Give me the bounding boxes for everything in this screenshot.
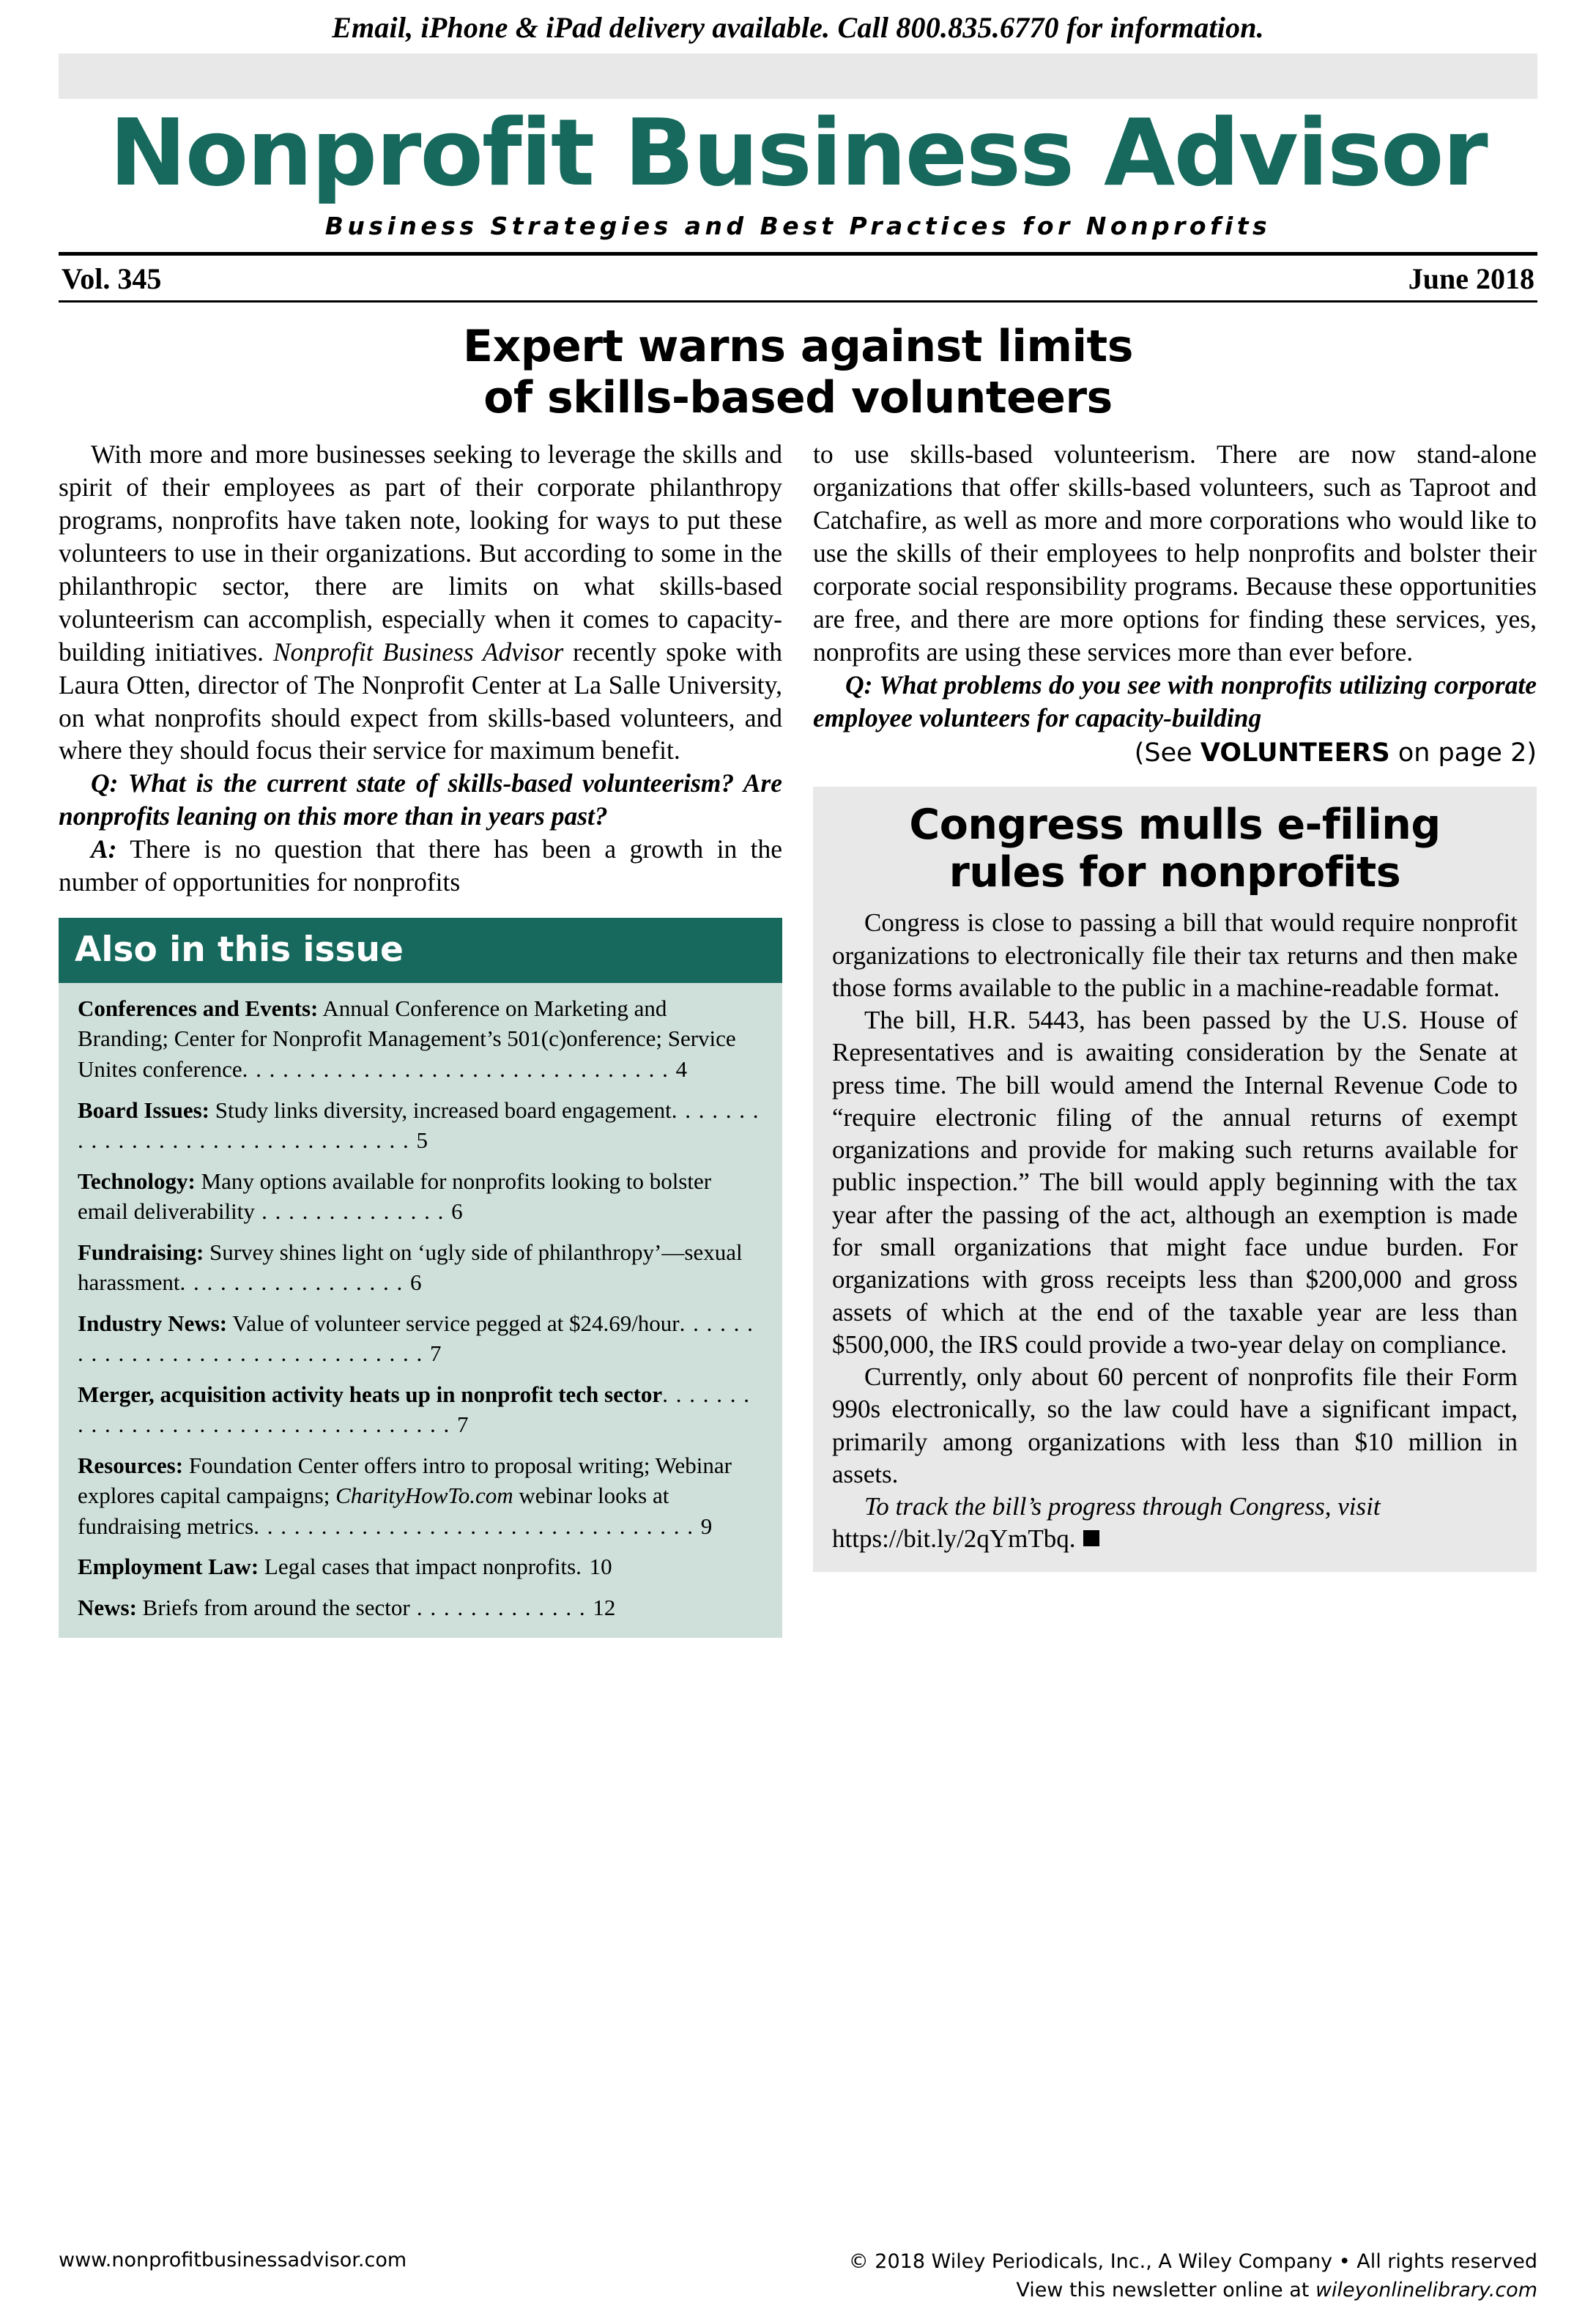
toc-entry-text: Briefs from around the sector	[136, 1594, 410, 1620]
issue-line	[59, 256, 1537, 300]
toc-entry[interactable]	[78, 1379, 763, 1440]
toc-leader: . . . . . . . . . . . . . . . . . . . . . . . . . . . . . . . . .	[253, 1513, 701, 1539]
publication-tagline: Business Strategies and Best Practices for Nonprofits	[324, 212, 1272, 241]
right-column	[813, 438, 1537, 1637]
lead-headline-line1: Expert warns against limits	[463, 321, 1133, 373]
toc-entry-text: Legal cases that impact nonprofits	[259, 1554, 576, 1580]
toc-leader: .	[576, 1554, 590, 1580]
jump-line[interactable]	[813, 738, 1537, 768]
toc-entry[interactable]	[78, 1551, 763, 1582]
toc-entry-page: 6	[409, 1269, 422, 1296]
lead-para1-b: recently spoke with Laura Otten, director of The Nonprofit Center at La Salle University, on what nonprofits should expect from skills-based volunteers, and where they should focus their service for maximum benefit.	[59, 637, 782, 765]
toc-entry-label: Conferences and Events:	[78, 995, 319, 1021]
toc-entry-page: 6	[451, 1198, 463, 1225]
footer-online-link[interactable]: wileyonlinelibrary.com	[1315, 2278, 1537, 2301]
masthead-rule-bottom	[59, 300, 1537, 303]
toc-leader: . . . . . . . . . . . . .	[409, 1594, 593, 1620]
toc-entry[interactable]	[78, 1237, 763, 1298]
toc-entry-page: 7	[457, 1412, 469, 1438]
toc-entry[interactable]	[78, 1450, 763, 1542]
volume-number: Vol. 345	[62, 262, 162, 296]
toc-leader: . . . . . . . . . . . . . . . . . . . . . . . . . . . . . . . .	[78, 1097, 760, 1154]
toc-entry-text2: webinar looks at fundraising metrics	[78, 1483, 669, 1539]
toc-entry[interactable]	[78, 1095, 763, 1156]
lead-para1-a: With more and more businesses seeking to leverage the skills and spirit of their employees as part of their corporate philanthropy programs, nonprofits have taken note, looking for ways to put these volunteers to use in their organizations. But according to some in the philanthropic sector, there are limits on what skills-based volunteerism can accomplish, especially when it comes to capacity-building initiatives.	[59, 439, 782, 667]
lead-para1-italic: Nonprofit Business Advisor	[272, 637, 564, 667]
toc-entry[interactable]	[78, 993, 763, 1085]
toc-entry-label: News:	[78, 1594, 137, 1620]
congress-paragraph-4	[832, 1491, 1518, 1556]
toc-leader: . . . . . . . . . . . . . . . . . . . . . . . . . . . . . . . .	[78, 1310, 754, 1367]
congress-tracking-note: To track the bill’s progress through Congress, visit	[864, 1492, 1381, 1521]
congress-bill-url[interactable]: https://bit.ly/2qYmTbq.	[832, 1524, 1076, 1554]
toc-entry[interactable]	[78, 1592, 763, 1623]
delivery-banner: Email, iPhone & iPad delivery available. Call 800.835.6770 for information.	[332, 11, 1264, 44]
toc-entry-page: 10	[589, 1554, 612, 1580]
congress-headline-line2: rules for nonprofits	[949, 848, 1401, 897]
jump-suffix: on page 2)	[1389, 738, 1537, 768]
toc-leader: . . . . . . . . . . . . . . . . .	[179, 1269, 410, 1296]
lead-answer-1-text: There is no question that there has been a growth in the number of opportunities for nonprofits	[59, 834, 782, 897]
toc-entry-text: Many options available for nonprofits looking to bolster email deliverability	[78, 1168, 712, 1225]
footer-online-line	[849, 2276, 1537, 2304]
footer-online-prefix: View this newsletter online at	[1016, 2278, 1315, 2301]
lead-question-1: Q: What is the current state of skills-based volunteerism? Are nonprofits leaning on this more than in years past?	[59, 768, 782, 831]
lead-paragraph-1	[59, 438, 782, 767]
lead-headline	[59, 322, 1537, 423]
toc-entry-label: Fundraising:	[78, 1239, 204, 1265]
also-in-this-issue-box	[59, 918, 782, 1638]
toc-title: Also in this issue	[59, 918, 782, 983]
page-footer	[59, 2247, 1537, 2304]
toc-entry-label: Resources:	[78, 1452, 184, 1478]
toc-entry-text: Survey shines light on ‘ugly side of philanthropy’—sexual harassment	[78, 1239, 743, 1296]
toc-entry-label: Employment Law:	[78, 1554, 259, 1580]
lead-headline-line2: of skills-based volunteers	[483, 371, 1113, 423]
toc-list	[59, 983, 782, 1638]
toc-leader: . . . . . . . . . . . . . .	[254, 1198, 452, 1225]
footer-website[interactable]: www.nonprofitbusinessadvisor.com	[59, 2248, 407, 2271]
two-column-body	[59, 438, 1537, 1637]
toc-leader: . . . . . . . . . . . . . . . . . . . . . . . . . . . . . . . . . . .	[78, 1381, 751, 1438]
jump-label: VOLUNTEERS	[1200, 738, 1390, 768]
left-column	[59, 438, 782, 1637]
toc-entry-label: Technology:	[78, 1168, 196, 1194]
toc-entry-text: Foundation Center offers intro to proposal writing; Webinar explores capital campaigns;	[78, 1452, 732, 1509]
toc-leader: . . . . . . . . . . . . . . . . . . . . . . . . . . . . . . . .	[242, 1056, 676, 1083]
toc-entry-page: 7	[430, 1340, 442, 1367]
toc-entry-page: 12	[593, 1594, 616, 1620]
footer-copyright-block	[849, 2247, 1537, 2304]
toc-entry-label: Merger, acquisition activity heats up in nonprofit tech sector	[78, 1381, 663, 1407]
masthead-grey-bar	[59, 53, 1537, 99]
publication-title: Nonprofit Business Advisor	[109, 99, 1487, 207]
congress-paragraph-2: The bill, H.R. 5443, has been passed by the U.S. House of Representatives and is awaiting consideration by the Senate at press time. The bill would amend the Internal Revenue Code to “require electronic filing of the annual returns of exempt organizations and provide for making such returns available for public inspection.” The bill would apply beginning with the tax year after the passing of the act, although an exemption is made for small organizations that might face undue burden. For organizations with gross receipts less than $200,000 and gross assets of which at the end of the taxable year are less than $500,000, the IRS could provide a two-year delay on compliance.	[832, 1006, 1518, 1359]
toc-entry[interactable]	[78, 1166, 763, 1227]
jump-prefix: (See	[1134, 738, 1200, 768]
lead-answer-1	[59, 833, 782, 899]
footer-copyright: © 2018 Wiley Periodicals, Inc., A Wiley Company • All rights reserved	[848, 2249, 1537, 2273]
toc-entry-label: Industry News:	[78, 1310, 228, 1336]
toc-entry[interactable]	[78, 1308, 763, 1369]
end-mark-icon	[1083, 1530, 1099, 1546]
toc-entry-text: Value of volunteer service pegged at $24.69/hour	[227, 1310, 680, 1336]
toc-entry-page: 4	[675, 1056, 688, 1083]
congress-paragraph-3: Currently, only about 60 percent of nonprofits file their Form 990s electronically, so the law could have a significant impact, primarily among organizations with less than $10 million in assets.	[832, 1362, 1518, 1488]
masthead	[59, 99, 1537, 241]
answer-label: A:	[91, 834, 117, 864]
toc-entry-label: Board Issues:	[78, 1097, 210, 1123]
toc-entry-page: 5	[416, 1127, 428, 1154]
lead-question-2: Q: What problems do you see with nonprofits utilizing corporate employee volunteers for capacity-building	[813, 669, 1537, 732]
issue-date: June 2018	[1408, 262, 1534, 296]
congress-headline	[832, 801, 1518, 897]
toc-entry-text: Study links diversity, increased board engagement	[209, 1097, 672, 1123]
congress-paragraph-1: Congress is close to passing a bill that would require nonprofit organizations to electronically file their tax returns and then make those forms available to the public in a machine-readable format.	[832, 908, 1518, 1002]
congress-headline-line1: Congress mulls e-filing	[909, 801, 1441, 850]
toc-entry-page: 9	[700, 1513, 713, 1539]
toc-entry-italic: CharityHowTo.com	[335, 1483, 513, 1509]
congress-article-box	[813, 787, 1537, 1571]
lead-paragraph-2: to use skills-based volunteerism. There are now stand-alone organizations that offer skills-based volunteers, such as Taproot and Catchafire, as well as more and more corporations who would like to use the skills of their employees to help nonprofits and bolster their corporate social responsibility programs. Because these opportunities are free, and there are more options for finding these services, yes, nonprofits are using these services more than ever before.	[813, 439, 1537, 667]
toc-entry-text: Annual Conference on Marketing and Branding; Center for Nonprofit Management’s 501(c)onference; Service Unites conference	[78, 995, 736, 1083]
